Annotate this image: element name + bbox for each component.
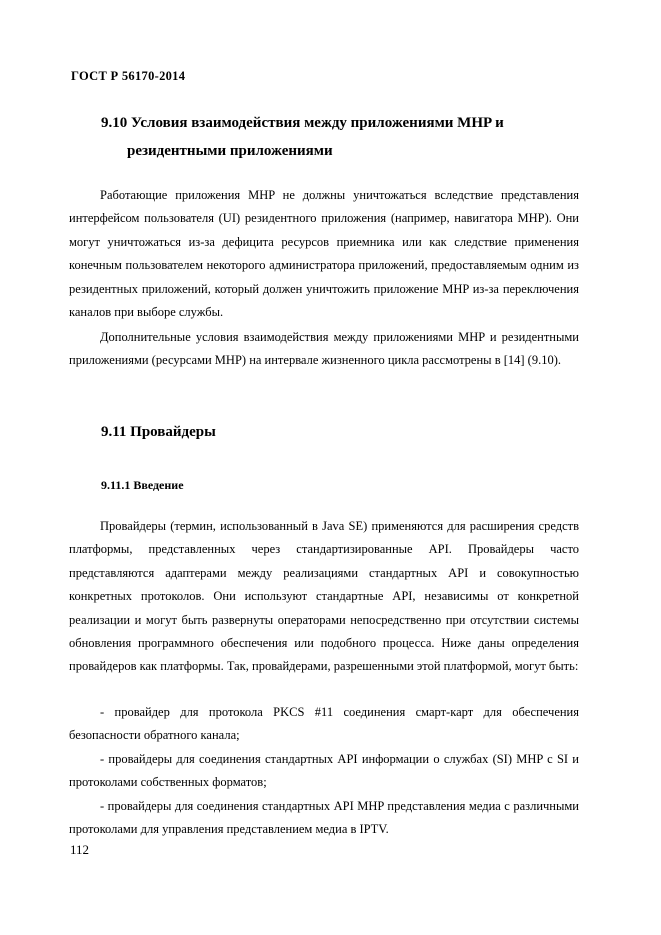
section-9-10-paragraph-2: Дополнительные условия взаимодействия между приложениями MHP и резидентными приложениями (ресурсами MHP) на интервале жизненного цикла рассмотрены в [14] (9.10). [69,330,579,368]
list-item: - провайдер для протокола PKCS #11 соединения смарт-карт для обеспечения безопасности обратного канала; [69,705,579,743]
section-9-11-1-title: 9.11.1 Введение [101,478,184,492]
section-9-10-title-line2: резидентными приложениями [127,143,333,159]
page-number: 112 [70,842,90,857]
standard-header: ГОСТ Р 56170-2014 [71,69,186,83]
section-9-11-1-paragraph-1: Провайдеры (термин, использованный в Java SE) применяются для расширения средств платформы, представленных через стандартизированные API. Провайдеры часто представляются адаптерами между реализациями стандартных API и совокупностью конкретных протоколов. Они используют стандартные API, независимы от конкретной реализации и могут быть развернуты операторами непосредственно при отсутствии системы обновления программного обеспечения или подобного процесса. Ниже даны определения провайдеров как платформы. Так, провайдерами, разрешенными этой платформой, могут быть: [69,519,579,674]
section-9-10-title-line1: 9.10 Условия взаимодействия между приложениями MHP и [101,115,504,131]
section-9-10-paragraph-1: Работающие приложения MHP не должны уничтожаться вследствие представления интерфейсом пользователя (UI) резидентного приложения (например, навигатора MHP). Они могут уничтожаться из-за дефицита ресурсов приемника или как следствие применения конечным пользователем некоторого администратора приложений, предоставляемым одним из резидентных приложений, который должен уничтожить приложение MHP из-за переключения каналов при выборе службы. [69,188,579,320]
list-item: - провайдеры для соединения стандартных API MHP представления медиа с различными протоколами для управления представлением медиа в IPTV. [69,799,579,837]
section-9-11-title: 9.11 Провайдеры [101,424,216,440]
list-item: - провайдеры для соединения стандартных API информации о службах (SI) MHP с SI и протоколами собственных форматов; [69,752,579,790]
